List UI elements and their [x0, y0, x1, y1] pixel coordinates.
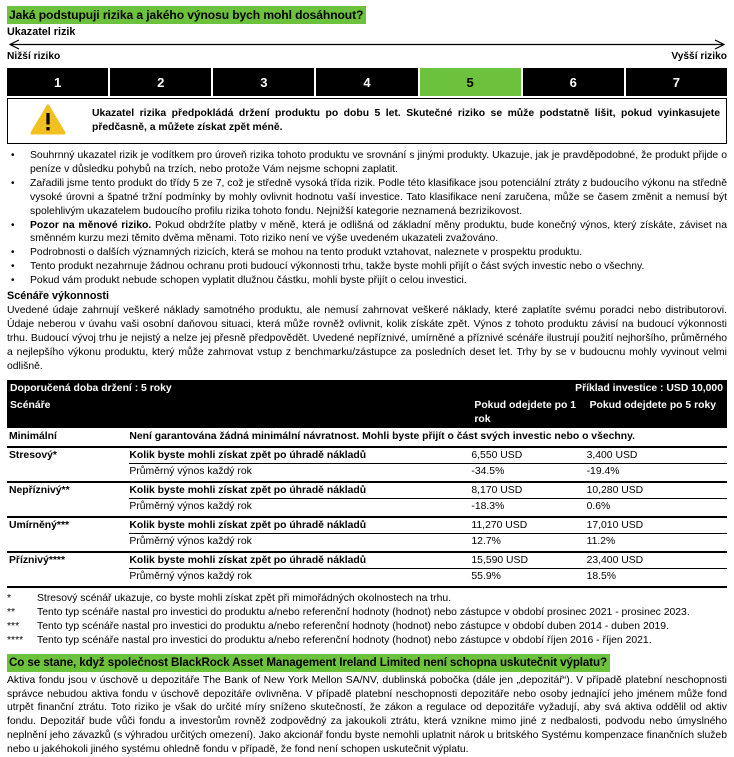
- value-1yr: 15,590 USD: [471, 552, 586, 569]
- footnotes: [7, 592, 727, 648]
- list-item: • Zařadili jsme tento produkt do třídy 5 ze 7, což je středně vysoká třída rizik. Podle této klasifikace jsou potenciální ztráty z budoucího výkonu na středně vysoké úrovni a špatné tržní podmínky by mohly ovlivnit hodnotu vaší investice. Tato klasifikace není zaručena, může se časem změnit a nemusí být spolehlivým ukazatelem budoucího profilu rizika tohoto fondu. Nejnižší kategorie neznamená bezrizikovost.: [11, 177, 727, 217]
- scenario-name: Nepříznivý**: [9, 484, 70, 496]
- risk-warning-box: [7, 98, 727, 144]
- table-row: Průměrný výnos každý rok 55.9% 18.5%: [7, 569, 727, 587]
- table-row: Průměrný výnos každý rok -18.3% 0.6%: [7, 499, 727, 517]
- value-1yr: 11,270 USD: [471, 517, 586, 534]
- payout-body: Aktiva fondu jsou v úschově u depozitáře The Bank of New York Mellon SA/NV, dublinská pobočka (dále jen „depozitář“). V případě platební neschopnosti správce nebudou aktiva fondu v úschově depozitáře ovlivněna. V případě platební neschopnosti depozitáře nebo osoby jednající jeho jménem může fond utrpět finanční ztrátu. Toto riziko je však do určité míry sníženo skutečností, že zákon a regulace od depozitáře vyžadují, aby svá aktiva oddělil od aktiv fondu. Depozitář bude vůči fondu a investorům rovněž zodpovědný za jakoukoli ztrátu, která vznikne mimo jiné z nedbalosti, podvodu nebo úmyslného neplnění jeho závazků (s výhradou určitých omezení). Jako akcionář fondu byste nemohli uplatnit nárok u britského Systému kompenzace finančních služeb nebo u jakéhokoli jiného systému ohledně fondu v případě, že fond není schopen uskutečnit výplatu.: [7, 674, 727, 756]
- risk-level-4: 4: [316, 68, 417, 96]
- double-arrow-icon: [7, 39, 727, 50]
- table-holding-period: Doporučená doba držení : 5 roky: [7, 380, 471, 398]
- risk-level-3: 3: [213, 68, 314, 96]
- table-row: Nepříznivý** Kolik byste mohli získat zpět po úhradě nákladů 8,170 USD 10,280 USD: [7, 482, 727, 499]
- risk-level-2: 2: [110, 68, 211, 96]
- value-5yr: 0.6%: [587, 499, 727, 517]
- footnote: **** Tento typ scénáře nastal pro investici do produktu a/nebo referenční hodnoty (hodnot) nebo zástupce v období říjen 2016 - říjen 2021.: [7, 634, 652, 646]
- value-5yr: -19.4%: [587, 464, 727, 482]
- table-col-5yr-header: Pokud odejdete po 5 roky: [587, 397, 727, 428]
- scenario-minimal-text: Není garantována žádná minimální návratnost. Mohli byste přijít o část svých investic nebo o všechny.: [129, 428, 727, 447]
- footnote: * Stresový scénář ukazuje, co byste mohli získat zpět při mimořádných okolnostech na trhu.: [7, 592, 452, 604]
- performance-table: [7, 380, 727, 588]
- risk-scale: [7, 68, 727, 96]
- performance-intro: Uvedené údaje zahrnují veškeré náklady samotného produktu, ale nemusí zahrnovat veškeré náklady, které zaplatíte svému poradci nebo distributorovi. Údaje neberou v úvahu vaši osobní daňovou situaci, která může rovněž ovlivnit, kolik získáte zpět. Výnos z tohoto produktu závisí na budoucí výkonnosti trhu. Budoucí vývoj trhu je nejistý a nelze jej přesně předpovědět. Uvedené nepříznivé, umírněné a příznivé scénáře ilustrují použití nejhoršího, průměrného a nejlepšího výkonu produktu, který může zahrnovat vstup z benchmarku/zástupce za posledních deset let. Trhy by se v budoucnu mohly vyvinout velmi odlišně.: [7, 305, 727, 372]
- list-item: • Pokud vám produkt nebude schopen vyplatit dlužnou částku, mohli byste přijít o celou investici.: [11, 275, 467, 287]
- table-row: Průměrný výnos každý rok 12.7% 11.2%: [7, 534, 727, 552]
- risk-bullet-list: [7, 149, 727, 288]
- table-col-1yr-header: Pokud odejdete po 1 rok: [471, 397, 586, 428]
- value-5yr: 18.5%: [587, 569, 727, 587]
- risk-level-7: 7: [626, 68, 727, 96]
- value-1yr: -18.3%: [471, 499, 586, 517]
- footnote: *** Tento typ scénáře nastal pro investici do produktu a/nebo referenční hodnoty (hodnot) nebo zástupce v období duben 2014 - duben 2019.: [7, 620, 669, 632]
- value-1yr: -34.5%: [471, 464, 586, 482]
- scenario-name: Minimální: [7, 428, 129, 447]
- warning-icon: [30, 104, 66, 138]
- value-1yr: 6,550 USD: [471, 447, 586, 464]
- value-1yr: 8,170 USD: [471, 482, 586, 499]
- risk-arrow: [7, 39, 727, 50]
- risk-indicator-label: Ukazatel rizik: [7, 26, 76, 38]
- table-row: Příznivý**** Kolik byste mohli získat zpět po úhradě nákladů 15,590 USD 23,400 USD: [7, 552, 727, 569]
- value-5yr: 11.2%: [587, 534, 727, 552]
- risk-level-5-selected: 5: [420, 68, 521, 96]
- value-5yr: 17,010 USD: [587, 517, 727, 534]
- section-title-payout: Co se stane, když společnost BlackRock Asset Management Ireland Limited není schopna uskutečnit výplatu?: [7, 654, 610, 672]
- list-item: • Pozor na měnové riziko. Pokud obdržíte platby v měně, která je odlišná od základní měny produktu, bude konečný výnos, který získáte, záviset na směnném kurzu mezi těmito dvěma měnami. Toto riziko není ve výše uvedeném ukazateli zvažováno.: [11, 219, 727, 245]
- risk-level-6: 6: [523, 68, 624, 96]
- risk-level-1: 1: [7, 68, 108, 96]
- performance-heading: Scénáře výkonnosti: [7, 290, 110, 303]
- scenario-name: Stresový*: [9, 449, 57, 461]
- scenario-name: Umírněný***: [9, 519, 70, 531]
- value-5yr: 23,400 USD: [587, 552, 727, 569]
- list-item: • Souhrnný ukazatel rizik je vodítkem pro úroveň rizika tohoto produktu ve srovnání s jinými produkty. Ukazuje, jak je pravděpodobné, že produkt přijde o peníze v důsledku pohybů na trzích, nebo protože Vám nejsme schopni zaplatit.: [11, 150, 727, 175]
- value-5yr: 10,280 USD: [587, 482, 727, 499]
- footnote: ** Tento typ scénáře nastal pro investici do produktu a/nebo referenční hodnoty (hodnot) nebo zástupce v období prosinec 2021 - prosinec 2023.: [7, 606, 690, 618]
- table-example-investment: Příklad investice : USD 10,000: [471, 380, 727, 398]
- list-item: • Podrobnosti o dalších významných rizicích, která se mohou na tento produkt vztahovat, naleznete v prospektu produktu.: [11, 247, 583, 259]
- table-row: Stresový* Kolik byste mohli získat zpět po úhradě nákladů 6,550 USD 3,400 USD: [7, 447, 727, 464]
- lower-risk-label: Nižší riziko: [7, 51, 61, 62]
- risk-warning-text: Ukazatel rizika předpokládá držení produktu po dobu 5 let. Skutečné riziko se může podstatně lišit, pokud vyinkasujete předčasně, a můžete získat zpět méně.: [92, 107, 720, 133]
- table-row: Umírněný*** Kolik byste mohli získat zpět po úhradě nákladů 11,270 USD 17,010 USD: [7, 517, 727, 534]
- value-1yr: 55.9%: [471, 569, 586, 587]
- table-scenarios-header: Scénáře: [7, 397, 471, 428]
- table-row: [7, 428, 727, 447]
- section-title-risk: Jaká podstupuji rizika a jakého výnosu bych mohl dosáhnout?: [7, 6, 366, 24]
- higher-risk-label: Vyšší riziko: [671, 51, 727, 62]
- value-5yr: 3,400 USD: [587, 447, 727, 464]
- scenario-name: Příznivý****: [9, 554, 66, 566]
- table-row: Průměrný výnos každý rok -34.5% -19.4%: [7, 464, 727, 482]
- list-item: • Tento produkt nezahrnuje žádnou ochranu proti budoucí výkonnosti trhu, takže byste mohli přijít o část svých investic nebo o všechny.: [11, 261, 645, 273]
- value-1yr: 12.7%: [471, 534, 586, 552]
